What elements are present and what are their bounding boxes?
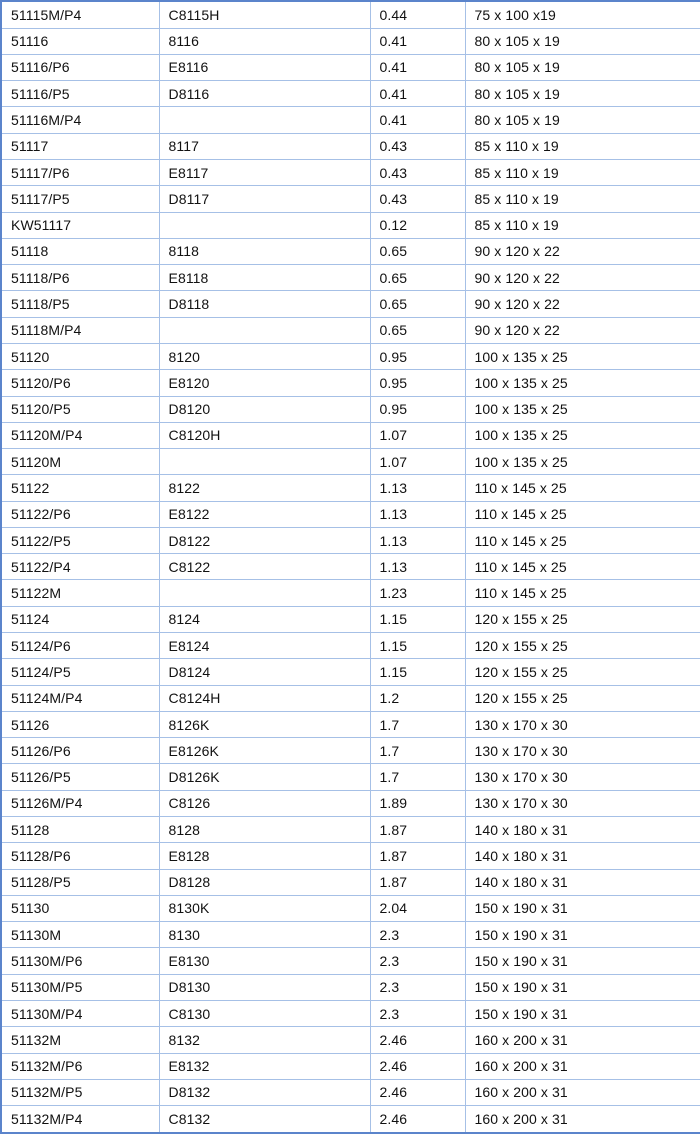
- cell-weight: 1.89: [370, 790, 465, 816]
- cell-weight: 1.15: [370, 633, 465, 659]
- cell-designation: D8116: [159, 81, 370, 107]
- cell-weight: 1.13: [370, 501, 465, 527]
- cell-dimensions: 160 x 200 x 31: [465, 1106, 700, 1133]
- cell-designation: 8130: [159, 922, 370, 948]
- table-row: [1, 922, 700, 948]
- cell-designation: E8120: [159, 370, 370, 396]
- table-row: [1, 159, 700, 185]
- cell-designation: C8120H: [159, 422, 370, 448]
- cell-designation: C8126: [159, 790, 370, 816]
- cell-designation: E8126K: [159, 738, 370, 764]
- cell-designation: 8117: [159, 133, 370, 159]
- cell-dimensions: 90 x 120 x 22: [465, 291, 700, 317]
- cell-dimensions: 140 x 180 x 31: [465, 869, 700, 895]
- cell-dimensions: 150 x 190 x 31: [465, 948, 700, 974]
- table-row: [1, 554, 700, 580]
- cell-weight: 2.3: [370, 1000, 465, 1026]
- cell-model: 51132M/P6: [1, 1053, 159, 1079]
- cell-designation: D8118: [159, 291, 370, 317]
- cell-designation: E8124: [159, 633, 370, 659]
- cell-weight: 0.43: [370, 186, 465, 212]
- table-row: [1, 343, 700, 369]
- cell-model: 51116/P5: [1, 81, 159, 107]
- cell-designation: E8132: [159, 1053, 370, 1079]
- cell-weight: 2.04: [370, 895, 465, 921]
- table-row: [1, 238, 700, 264]
- cell-designation: E8130: [159, 948, 370, 974]
- table-row: [1, 869, 700, 895]
- cell-designation: D8117: [159, 186, 370, 212]
- table-row: [1, 186, 700, 212]
- cell-dimensions: 90 x 120 x 22: [465, 265, 700, 291]
- cell-dimensions: 80 x 105 x 19: [465, 81, 700, 107]
- cell-weight: 1.23: [370, 580, 465, 606]
- table-row: [1, 974, 700, 1000]
- table-row: [1, 422, 700, 448]
- cell-dimensions: 110 x 145 x 25: [465, 580, 700, 606]
- cell-weight: 1.7: [370, 764, 465, 790]
- table-row: [1, 28, 700, 54]
- cell-weight: 0.65: [370, 265, 465, 291]
- cell-dimensions: 150 x 190 x 31: [465, 974, 700, 1000]
- cell-dimensions: 150 x 190 x 31: [465, 895, 700, 921]
- cell-model: 51117: [1, 133, 159, 159]
- cell-dimensions: 110 x 145 x 25: [465, 554, 700, 580]
- cell-designation: [159, 449, 370, 475]
- cell-designation: [159, 212, 370, 238]
- table-row: [1, 659, 700, 685]
- cell-dimensions: 100 x 135 x 25: [465, 396, 700, 422]
- cell-dimensions: 160 x 200 x 31: [465, 1053, 700, 1079]
- cell-weight: 1.87: [370, 817, 465, 843]
- cell-dimensions: 100 x 135 x 25: [465, 449, 700, 475]
- cell-dimensions: 120 x 155 x 25: [465, 633, 700, 659]
- cell-weight: 1.7: [370, 738, 465, 764]
- cell-weight: 2.3: [370, 948, 465, 974]
- cell-weight: 0.41: [370, 107, 465, 133]
- table-row: [1, 265, 700, 291]
- cell-weight: 0.43: [370, 159, 465, 185]
- cell-dimensions: 85 x 110 x 19: [465, 186, 700, 212]
- table-row: [1, 1079, 700, 1105]
- cell-dimensions: 150 x 190 x 31: [465, 1000, 700, 1026]
- cell-model: 51116: [1, 28, 159, 54]
- table-row: [1, 711, 700, 737]
- table-row: [1, 948, 700, 974]
- cell-designation: [159, 580, 370, 606]
- cell-weight: 0.65: [370, 291, 465, 317]
- cell-weight: 0.41: [370, 81, 465, 107]
- cell-designation: D8120: [159, 396, 370, 422]
- table-row: [1, 475, 700, 501]
- cell-designation: C8115H: [159, 1, 370, 28]
- cell-model: 51130M/P6: [1, 948, 159, 974]
- cell-dimensions: 80 x 105 x 19: [465, 107, 700, 133]
- cell-designation: 8132: [159, 1027, 370, 1053]
- cell-designation: D8126K: [159, 764, 370, 790]
- cell-designation: 8120: [159, 343, 370, 369]
- cell-dimensions: 80 x 105 x 19: [465, 54, 700, 80]
- cell-designation: D8130: [159, 974, 370, 1000]
- cell-dimensions: 85 x 110 x 19: [465, 212, 700, 238]
- table-row: [1, 396, 700, 422]
- cell-dimensions: 110 x 145 x 25: [465, 475, 700, 501]
- cell-dimensions: 120 x 155 x 25: [465, 606, 700, 632]
- cell-weight: 0.95: [370, 370, 465, 396]
- table-row: [1, 764, 700, 790]
- table-body: [1, 1, 700, 1133]
- cell-designation: D8122: [159, 527, 370, 553]
- table-row: [1, 843, 700, 869]
- cell-model: 51120M/P4: [1, 422, 159, 448]
- table-row: [1, 633, 700, 659]
- cell-model: 51132M: [1, 1027, 159, 1053]
- cell-model: 51124: [1, 606, 159, 632]
- table-row: [1, 449, 700, 475]
- cell-dimensions: 80 x 105 x 19: [465, 28, 700, 54]
- cell-weight: 0.44: [370, 1, 465, 28]
- cell-weight: 1.87: [370, 869, 465, 895]
- table-row: [1, 107, 700, 133]
- cell-weight: 0.95: [370, 396, 465, 422]
- cell-weight: 1.13: [370, 554, 465, 580]
- cell-designation: [159, 317, 370, 343]
- table-row: [1, 527, 700, 553]
- cell-model: 51122M: [1, 580, 159, 606]
- cell-weight: 0.65: [370, 317, 465, 343]
- table-row: [1, 291, 700, 317]
- cell-designation: 8130K: [159, 895, 370, 921]
- table-row: [1, 1053, 700, 1079]
- cell-model: 51120/P6: [1, 370, 159, 396]
- cell-dimensions: 85 x 110 x 19: [465, 159, 700, 185]
- cell-dimensions: 150 x 190 x 31: [465, 922, 700, 948]
- cell-model: 51120: [1, 343, 159, 369]
- cell-weight: 1.87: [370, 843, 465, 869]
- cell-model: 51116M/P4: [1, 107, 159, 133]
- cell-designation: 8126K: [159, 711, 370, 737]
- cell-dimensions: 90 x 120 x 22: [465, 238, 700, 264]
- cell-designation: E8128: [159, 843, 370, 869]
- cell-model: 51132M/P5: [1, 1079, 159, 1105]
- cell-weight: 0.12: [370, 212, 465, 238]
- cell-weight: 1.07: [370, 422, 465, 448]
- cell-model: 51118/P5: [1, 291, 159, 317]
- cell-model: 51120M: [1, 449, 159, 475]
- cell-model: 51117/P6: [1, 159, 159, 185]
- cell-model: 51128/P6: [1, 843, 159, 869]
- cell-designation: E8118: [159, 265, 370, 291]
- cell-model: 51130M/P5: [1, 974, 159, 1000]
- cell-weight: 2.46: [370, 1106, 465, 1133]
- cell-designation: D8128: [159, 869, 370, 895]
- cell-model: 51128: [1, 817, 159, 843]
- cell-weight: 1.15: [370, 659, 465, 685]
- cell-model: 51130: [1, 895, 159, 921]
- cell-model: 51118M/P4: [1, 317, 159, 343]
- cell-dimensions: 120 x 155 x 25: [465, 685, 700, 711]
- cell-weight: 1.13: [370, 475, 465, 501]
- table-row: [1, 212, 700, 238]
- cell-designation: [159, 107, 370, 133]
- cell-weight: 1.07: [370, 449, 465, 475]
- cell-model: 51124M/P4: [1, 685, 159, 711]
- cell-weight: 0.43: [370, 133, 465, 159]
- cell-weight: 0.95: [370, 343, 465, 369]
- cell-designation: 8124: [159, 606, 370, 632]
- cell-model: 51130M: [1, 922, 159, 948]
- cell-designation: C8122: [159, 554, 370, 580]
- cell-model: 51118: [1, 238, 159, 264]
- cell-dimensions: 130 x 170 x 30: [465, 738, 700, 764]
- cell-weight: 1.15: [370, 606, 465, 632]
- cell-designation: 8118: [159, 238, 370, 264]
- cell-designation: C8130: [159, 1000, 370, 1026]
- cell-dimensions: 120 x 155 x 25: [465, 659, 700, 685]
- cell-weight: 2.46: [370, 1079, 465, 1105]
- table-row: [1, 133, 700, 159]
- cell-model: 51126/P6: [1, 738, 159, 764]
- cell-weight: 1.7: [370, 711, 465, 737]
- cell-model: 51126/P5: [1, 764, 159, 790]
- table-row: [1, 370, 700, 396]
- cell-weight: 0.41: [370, 54, 465, 80]
- cell-model: 51117/P5: [1, 186, 159, 212]
- table-row: [1, 738, 700, 764]
- cell-model: 51122/P6: [1, 501, 159, 527]
- table-row: [1, 317, 700, 343]
- table-row: [1, 1, 700, 28]
- cell-weight: 0.41: [370, 28, 465, 54]
- cell-model: 51130M/P4: [1, 1000, 159, 1026]
- cell-dimensions: 130 x 170 x 30: [465, 764, 700, 790]
- cell-dimensions: 160 x 200 x 31: [465, 1079, 700, 1105]
- cell-weight: 0.65: [370, 238, 465, 264]
- cell-weight: 2.3: [370, 974, 465, 1000]
- cell-model: 51118/P6: [1, 265, 159, 291]
- cell-designation: E8116: [159, 54, 370, 80]
- cell-weight: 2.3: [370, 922, 465, 948]
- cell-designation: E8122: [159, 501, 370, 527]
- cell-designation: D8124: [159, 659, 370, 685]
- cell-dimensions: 75 x 100 x19: [465, 1, 700, 28]
- cell-weight: 1.13: [370, 527, 465, 553]
- cell-weight: 2.46: [370, 1053, 465, 1079]
- cell-model: KW51117: [1, 212, 159, 238]
- cell-dimensions: 140 x 180 x 31: [465, 817, 700, 843]
- table-row: [1, 54, 700, 80]
- cell-weight: 1.2: [370, 685, 465, 711]
- table-row: [1, 606, 700, 632]
- cell-dimensions: 85 x 110 x 19: [465, 133, 700, 159]
- table-row: [1, 501, 700, 527]
- cell-dimensions: 130 x 170 x 30: [465, 790, 700, 816]
- cell-dimensions: 100 x 135 x 25: [465, 422, 700, 448]
- cell-designation: 8122: [159, 475, 370, 501]
- cell-model: 51124/P6: [1, 633, 159, 659]
- cell-designation: D8132: [159, 1079, 370, 1105]
- table-row: [1, 1000, 700, 1026]
- table-row: [1, 580, 700, 606]
- cell-designation: 8116: [159, 28, 370, 54]
- cell-dimensions: 110 x 145 x 25: [465, 501, 700, 527]
- cell-dimensions: 140 x 180 x 31: [465, 843, 700, 869]
- table-row: [1, 817, 700, 843]
- table-row: [1, 895, 700, 921]
- cell-model: 51122/P4: [1, 554, 159, 580]
- table-row: [1, 685, 700, 711]
- cell-designation: C8124H: [159, 685, 370, 711]
- cell-model: 51132M/P4: [1, 1106, 159, 1133]
- cell-dimensions: 110 x 145 x 25: [465, 527, 700, 553]
- table-row: [1, 1106, 700, 1133]
- cell-dimensions: 100 x 135 x 25: [465, 370, 700, 396]
- cell-model: 51120/P5: [1, 396, 159, 422]
- table-row: [1, 790, 700, 816]
- cell-model: 51126: [1, 711, 159, 737]
- cell-model: 51122/P5: [1, 527, 159, 553]
- cell-designation: 8128: [159, 817, 370, 843]
- cell-designation: C8132: [159, 1106, 370, 1133]
- cell-model: 51126M/P4: [1, 790, 159, 816]
- cell-model: 51128/P5: [1, 869, 159, 895]
- table-row: [1, 1027, 700, 1053]
- cell-model: 51122: [1, 475, 159, 501]
- cell-designation: E8117: [159, 159, 370, 185]
- cell-weight: 2.46: [370, 1027, 465, 1053]
- table-row: [1, 81, 700, 107]
- cell-dimensions: 100 x 135 x 25: [465, 343, 700, 369]
- cell-model: 51116/P6: [1, 54, 159, 80]
- cell-dimensions: 130 x 170 x 30: [465, 711, 700, 737]
- cell-dimensions: 90 x 120 x 22: [465, 317, 700, 343]
- cell-dimensions: 160 x 200 x 31: [465, 1027, 700, 1053]
- cell-model: 51124/P5: [1, 659, 159, 685]
- cell-model: 51115M/P4: [1, 1, 159, 28]
